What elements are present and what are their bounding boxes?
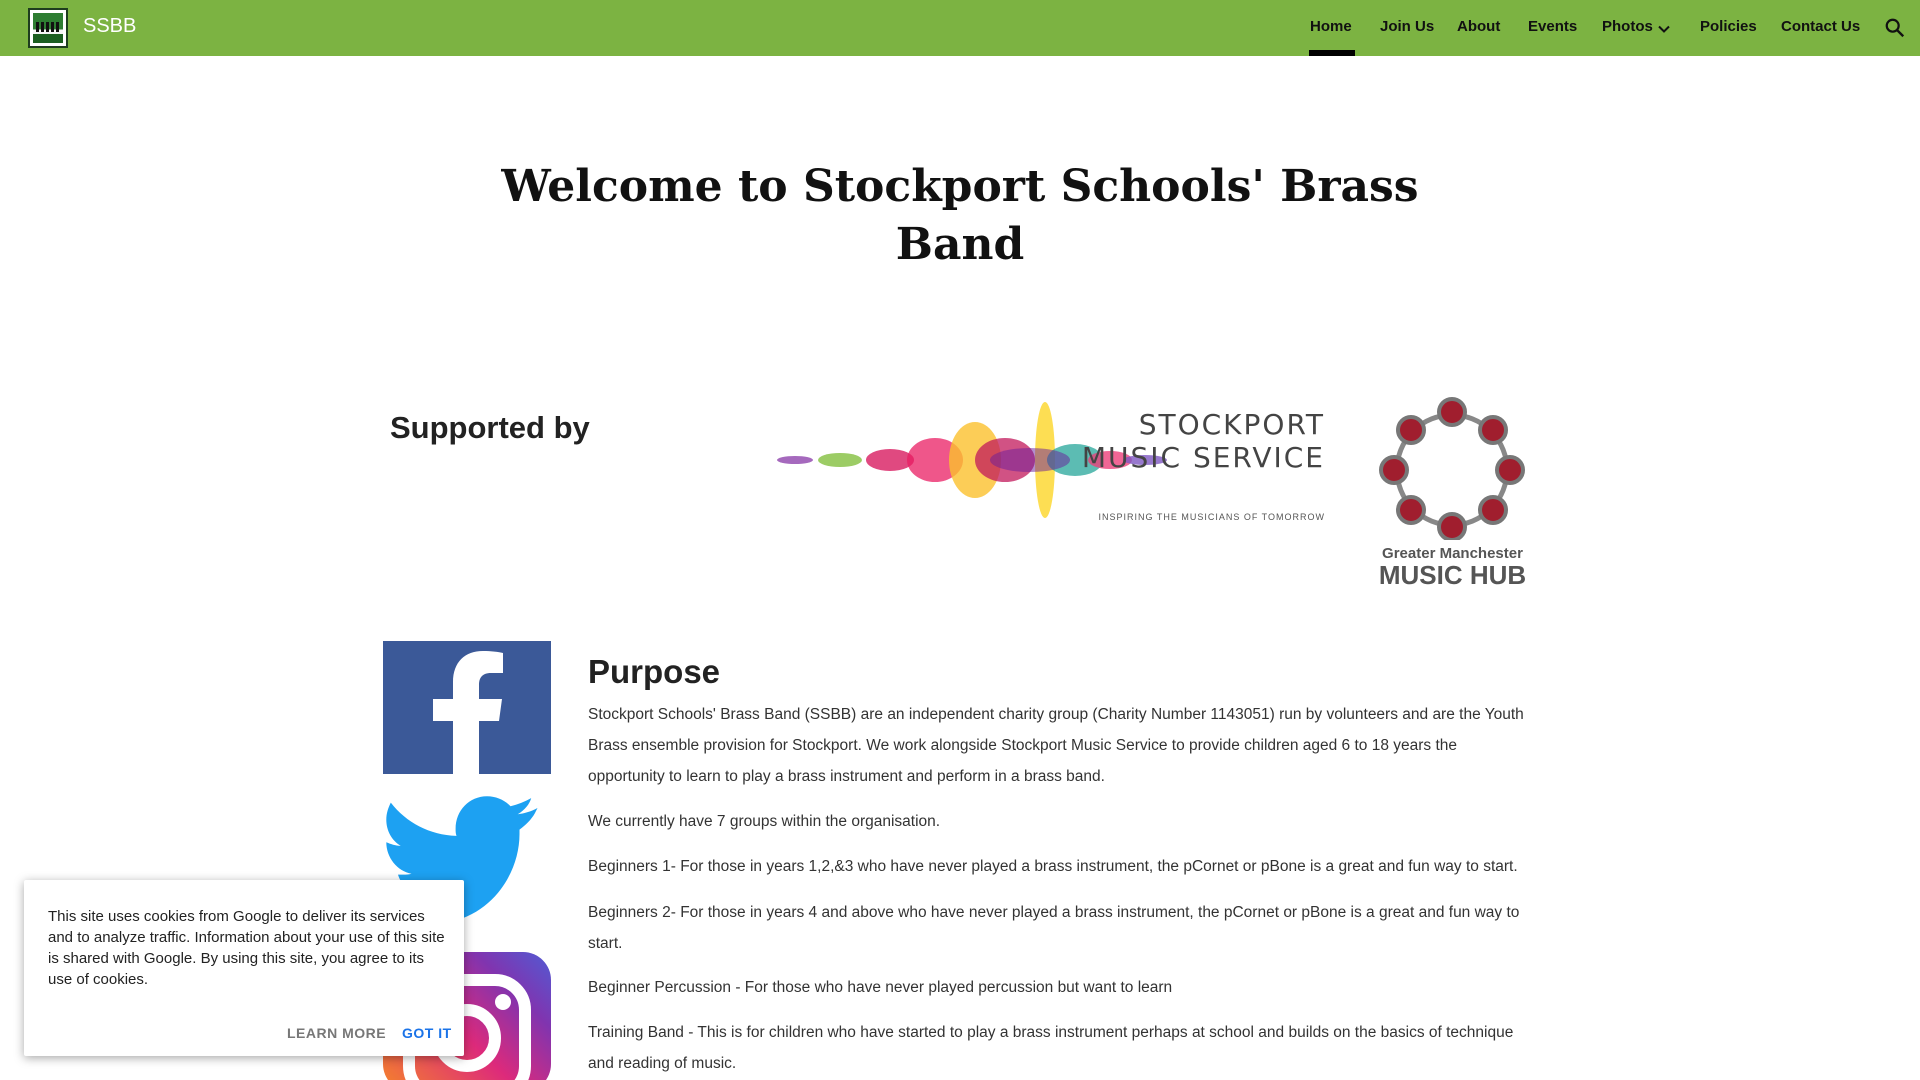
nav-join-us[interactable]: Join Us: [1380, 18, 1435, 35]
purpose-paragraph-6: Training Band - This is for children who have started to play a brass instrument perhaps at school and builds on the basics of technique and reading of music.: [588, 1024, 1514, 1072]
purpose-paragraph-5: Beginner Percussion - For those who have never played percussion but want to learn: [588, 979, 1173, 996]
nav-photos[interactable]: Photos: [1602, 18, 1653, 35]
supported-by-heading: Supported by: [390, 410, 590, 445]
purpose-paragraph-3: Beginners 1- For those in years 1,2,&3 who have never played a brass instrument, the pCornet or pBone is a great and fun way to start.: [588, 858, 1518, 875]
site-title[interactable]: SSBB: [83, 15, 137, 37]
facebook-icon[interactable]: [383, 641, 551, 774]
cookie-message: This site uses cookies from Google to deliver its services and to analyze traffic. Information about your use of this site is shared with Google. By using this site, you agree to its use of cookies.: [48, 908, 445, 988]
chevron-down-icon[interactable]: [1656, 21, 1672, 37]
nav-events[interactable]: Events: [1528, 18, 1578, 35]
top-navigation-bar: [0, 0, 1920, 56]
page-title: Welcome to Stockport Schools' Brass Band: [501, 161, 1419, 270]
nav-about[interactable]: About: [1457, 18, 1501, 35]
purpose-paragraph-2: We currently have 7 groups within the organisation.: [588, 813, 941, 830]
sms-logo-name: STOCKPORT MUSIC SERVICE: [1081, 408, 1325, 474]
nav-contact-us[interactable]: Contact Us: [1781, 18, 1861, 35]
nav-home[interactable]: Home: [1310, 18, 1352, 35]
nav-active-indicator: [1309, 50, 1355, 56]
music-hub-line1: Greater Manchester: [1382, 545, 1523, 562]
nav-policies[interactable]: Policies: [1700, 18, 1757, 35]
purpose-paragraph-1: Stockport Schools' Brass Band (SSBB) are an independent charity group (Charity Number 1143051) run by volunteers and are the Youth Brass ensemble provision for Stockport. We work alongside Stockport Music Service to provide children aged 6 to 18 years the opportunity to learn to play a brass instrument and perform in a brass band.: [588, 706, 1524, 785]
cookie-consent-banner: [24, 880, 464, 1056]
cookie-got-it-button[interactable]: GOT IT: [402, 1025, 452, 1041]
site-logo[interactable]: [28, 8, 68, 48]
music-hub-line2: MUSIC HUB: [1378, 560, 1527, 590]
purpose-paragraph-4: Beginners 2- For those in years 4 and above who have never played a brass instrument, the pCornet or pBone is a great and fun way to start.: [588, 904, 1520, 952]
cookie-learn-more-button[interactable]: LEARN MORE: [287, 1025, 387, 1041]
sms-logo-tagline: INSPIRING THE MUSICIANS OF TOMORROW: [1098, 512, 1325, 522]
purpose-heading: Purpose: [588, 653, 721, 690]
search-icon[interactable]: [1884, 17, 1906, 39]
logo-viaduct: [36, 22, 60, 32]
music-hub-ring-logo: [1375, 390, 1530, 540]
